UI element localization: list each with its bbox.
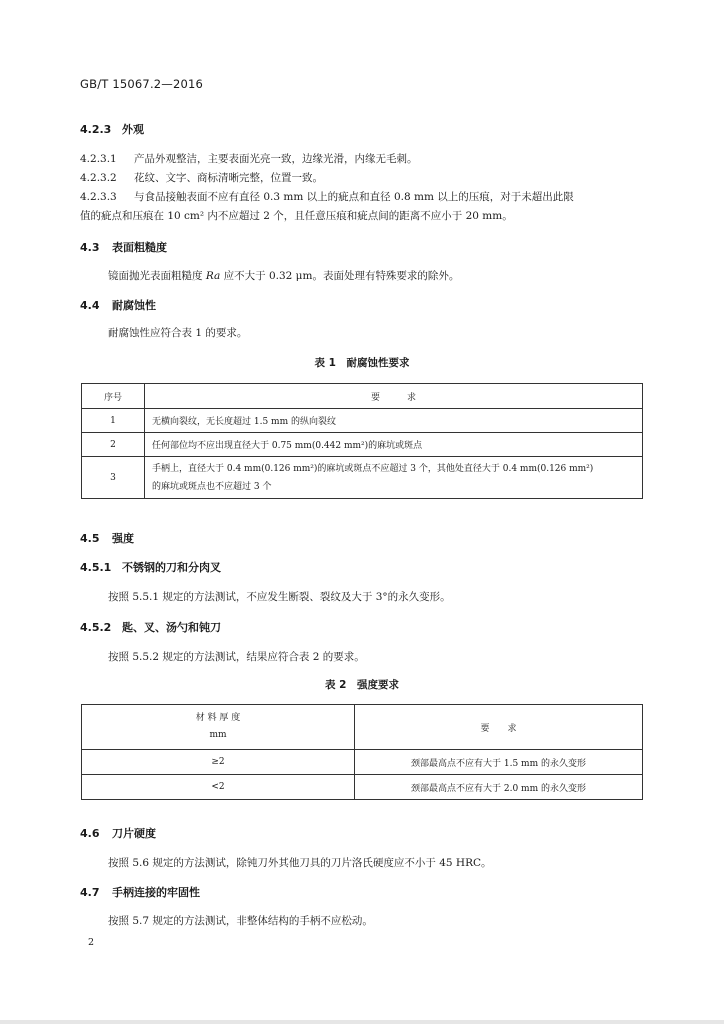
cell-req-line2: 的麻坑或斑点也不应超过 3 个 bbox=[152, 481, 272, 492]
text-part: 镜面抛光表面粗糙度 bbox=[108, 270, 206, 282]
cell-req: 颈部最高点不应有大于 1.5 mm 的永久变形 bbox=[355, 750, 643, 775]
paragraph-4-5-2: 按照 5.5.2 规定的方法测试，结果应符合表 2 的要求。 bbox=[108, 651, 365, 663]
col-header-no: 序号 bbox=[82, 384, 145, 409]
document-header: GB/T 15067.2—2016 bbox=[80, 77, 204, 91]
cell-req: 无横向裂纹，无长度超过 1.5 mm 的纵向裂纹 bbox=[145, 409, 643, 433]
table-header-row bbox=[82, 384, 643, 409]
table-row bbox=[82, 750, 643, 775]
heading-number: 4.5.1 bbox=[80, 561, 112, 574]
clause-text-line1: 与食品接触表面不应有直径 0.3 mm 以上的疵点和直径 0.8 mm 以上的压痕，对于未超出此限 bbox=[134, 191, 574, 203]
cell-no: 1 bbox=[82, 409, 145, 433]
cell-no: 2 bbox=[82, 433, 145, 457]
heading-title: 不锈钢的刀和分肉叉 bbox=[122, 561, 221, 574]
col-header-req: 要 求 bbox=[355, 705, 643, 750]
clause-number: 4.2.3.2 bbox=[80, 172, 117, 184]
table-strength bbox=[81, 704, 643, 800]
heading-title: 表面粗糙度 bbox=[112, 241, 167, 254]
cell-req-line1: 手柄上，直径大于 0.4 mm(0.126 mm²)的麻坑或斑点不应超过 3 个，其他处直径大于 0.4 mm(0.126 mm²) bbox=[152, 463, 594, 474]
col-header-req: 要 求 bbox=[145, 384, 643, 409]
col-header-thickness-unit: mm bbox=[209, 730, 227, 740]
heading-title: 手柄连接的牢固性 bbox=[112, 886, 200, 899]
table-row bbox=[82, 433, 643, 457]
heading-4-6 bbox=[80, 825, 156, 841]
heading-4-3 bbox=[80, 239, 167, 255]
text-part: 应不大于 0.32 μm。表面处理有特殊要求的除外。 bbox=[220, 270, 460, 282]
table-row bbox=[82, 409, 643, 433]
cell-req: 颈部最高点不应有大于 2.0 mm 的永久变形 bbox=[355, 775, 643, 800]
heading-4-5-2 bbox=[80, 619, 221, 635]
table-header-row bbox=[82, 705, 643, 750]
heading-number: 4.6 bbox=[80, 827, 100, 840]
heading-number: 4.2.3 bbox=[80, 123, 112, 136]
heading-4-7 bbox=[80, 884, 200, 900]
heading-4-5 bbox=[80, 530, 134, 546]
clause-text: 花纹、文字、商标清晰完整，位置一致。 bbox=[134, 172, 323, 184]
text-ra: Ra bbox=[205, 270, 221, 282]
page-bottom-edge bbox=[0, 1020, 724, 1024]
paragraph-roughness bbox=[108, 268, 459, 283]
heading-title: 耐腐蚀性 bbox=[112, 299, 156, 312]
col-header-thickness-line1: 材 料 厚 度 bbox=[195, 713, 241, 723]
table2-caption: 表 2 强度要求 bbox=[325, 679, 399, 691]
table-row bbox=[82, 457, 643, 499]
col-header-thickness bbox=[82, 705, 355, 750]
page-number: 2 bbox=[88, 937, 95, 948]
heading-title: 匙、叉、汤勺和钝刀 bbox=[122, 621, 221, 634]
table1-caption: 表 1 耐腐蚀性要求 bbox=[314, 357, 410, 369]
paragraph-4-5-1: 按照 5.5.1 规定的方法测试，不应发生断裂、裂纹及大于 3°的永久变形。 bbox=[108, 591, 451, 603]
clause-4-2-3-1 bbox=[80, 151, 418, 166]
heading-number: 4.3 bbox=[80, 241, 100, 254]
clause-text: 产品外观整洁，主要表面光亮一致，边缘光滑，内缘无毛刺。 bbox=[134, 153, 418, 165]
heading-title: 刀片硬度 bbox=[112, 827, 156, 840]
heading-title: 强度 bbox=[112, 532, 134, 545]
heading-number: 4.7 bbox=[80, 886, 100, 899]
heading-4-5-1 bbox=[80, 559, 221, 575]
clause-4-2-3-3 bbox=[80, 189, 574, 204]
cell-no: 3 bbox=[82, 457, 145, 499]
heading-title: 外观 bbox=[122, 123, 144, 136]
heading-4-4 bbox=[80, 297, 156, 313]
cell-req bbox=[145, 457, 643, 499]
clause-number: 4.2.3.1 bbox=[80, 153, 117, 165]
clause-4-2-3-3-line2: 值的疵点和压痕在 10 cm² 内不应超过 2 个，且任意压痕和疵点间的距离不应小于 20 mm。 bbox=[80, 210, 513, 222]
paragraph-corrosion: 耐腐蚀性应符合表 1 的要求。 bbox=[108, 327, 248, 339]
table-row bbox=[82, 775, 643, 800]
clause-number: 4.2.3.3 bbox=[80, 191, 117, 203]
table-corrosion bbox=[81, 383, 643, 499]
heading-4-2-3 bbox=[80, 121, 144, 137]
cell-thickness: <2 bbox=[82, 775, 355, 800]
heading-number: 4.5 bbox=[80, 532, 100, 545]
paragraph-4-6: 按照 5.6 规定的方法测试，除钝刀外其他刀具的刀片洛氏硬度应不小于 45 HRC。 bbox=[108, 857, 492, 869]
heading-number: 4.4 bbox=[80, 299, 100, 312]
cell-thickness: ≥2 bbox=[82, 750, 355, 775]
heading-number: 4.5.2 bbox=[80, 621, 112, 634]
clause-4-2-3-2 bbox=[80, 170, 323, 185]
cell-req: 任何部位均不应出现直径大于 0.75 mm(0.442 mm²)的麻坑或斑点 bbox=[145, 433, 643, 457]
paragraph-4-7: 按照 5.7 规定的方法测试，非整体结构的手柄不应松动。 bbox=[108, 915, 373, 927]
